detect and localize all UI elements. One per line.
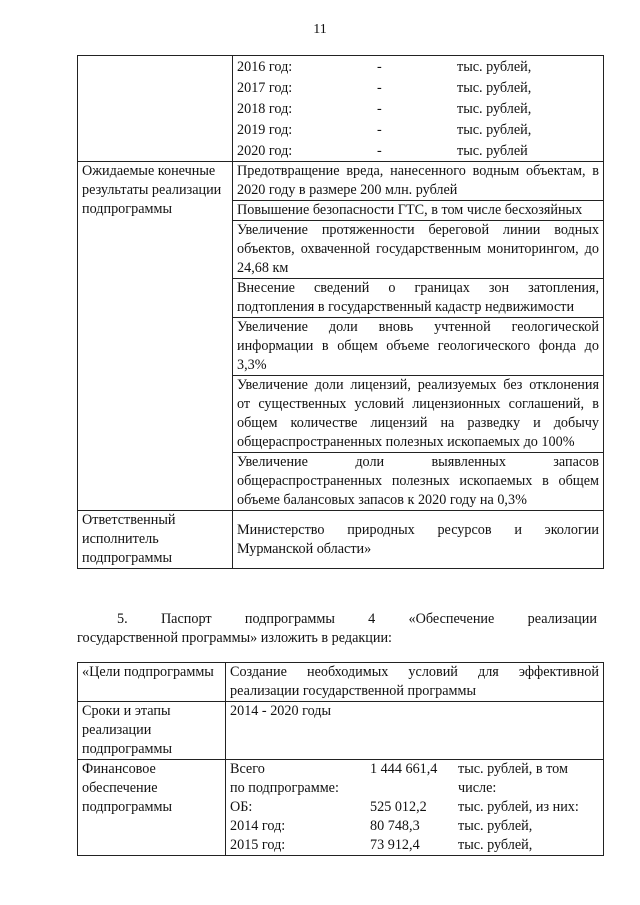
finance-item: 2014 год: bbox=[230, 818, 286, 834]
amount-line bbox=[237, 58, 599, 77]
finance-item: по подпрограмме: bbox=[230, 780, 339, 796]
page-number: 11 bbox=[313, 22, 327, 37]
amount-dash: - bbox=[377, 59, 382, 75]
finance-line bbox=[230, 798, 599, 817]
terms-value: 2014 - 2020 годы bbox=[226, 702, 604, 760]
results-row bbox=[78, 162, 604, 511]
result-item: Увеличение доли вновь учтенной геологической информации в общем объеме геологического фонда до 3,3% bbox=[233, 318, 603, 376]
year: 2017 год: bbox=[237, 80, 293, 96]
finance-amount: 80 748,3 bbox=[370, 818, 420, 834]
results-label: Ожидаемые конечные результаты реализации подпрограммы bbox=[78, 162, 233, 511]
paragraph-line-1 bbox=[77, 610, 597, 629]
paragraph-word: 4 bbox=[368, 611, 376, 627]
result-item: Увеличение доли выявленных запасов общераспространенных полезных ископаемых в общем объеме балансовых запасов к 2020 году на 0,3% bbox=[237, 454, 599, 508]
finance-unit: числе: bbox=[458, 780, 497, 796]
amount-line bbox=[237, 79, 599, 98]
finance-item: Всего bbox=[230, 761, 265, 777]
year: 2018 год: bbox=[237, 101, 293, 117]
goals-label: «Цели подпрограммы bbox=[78, 663, 226, 702]
result-item: Повышение безопасности ГТС, в том числе бесхозяйных bbox=[233, 201, 603, 221]
finance-line bbox=[230, 836, 599, 855]
executor-label: Ответственный исполнитель подпрограммы bbox=[78, 511, 233, 569]
amount-line bbox=[237, 121, 599, 140]
paragraph-word: подпрограммы bbox=[244, 611, 335, 627]
finance-label: Финансовое обеспечение подпрограммы bbox=[78, 760, 226, 856]
amount-line bbox=[237, 100, 599, 119]
finance-unit: тыс. рублей, bbox=[458, 837, 533, 853]
unit: тыс. рублей, bbox=[457, 59, 532, 75]
finance-amount: 1 444 661,4 bbox=[370, 761, 438, 777]
paragraph-line-2: государственной программы» изложить в редакции: bbox=[77, 630, 392, 646]
result-item: Увеличение протяженности береговой линии водных объектов, охваченной государственным мониторингом, до 24,68 км bbox=[233, 221, 603, 279]
amount-line bbox=[237, 142, 599, 161]
finance-line bbox=[230, 817, 599, 836]
finance-cell bbox=[226, 760, 604, 856]
finance-line bbox=[230, 779, 599, 798]
paragraph-word: «Обеспечение bbox=[408, 611, 495, 627]
amount-dash: - bbox=[377, 143, 382, 159]
paragraph-number: 5. bbox=[117, 611, 128, 627]
terms-row bbox=[78, 702, 604, 760]
goals-row bbox=[78, 663, 604, 702]
amendment-paragraph bbox=[77, 610, 597, 648]
finance-row bbox=[78, 760, 604, 856]
results-cell bbox=[233, 162, 604, 511]
result-item: Увеличение доли лицензий, реализуемых без отклонения от существенных условий лицензионных соглашений, в общем количестве лицензий на разведку и добычу общераспространенных полезных ископаемых до 100% bbox=[233, 376, 603, 453]
year: 2016 год: bbox=[237, 59, 293, 75]
terms-label: Сроки и этапы реализации подпрограммы bbox=[78, 702, 226, 760]
subprogram-4-passport-table bbox=[77, 662, 604, 856]
finance-amount: 73 912,4 bbox=[370, 837, 420, 853]
finance-unit: тыс. рублей, в том bbox=[458, 761, 568, 777]
result-item: Внесение сведений о границах зон затопления, подтопления в государственный кадастр недвижимости bbox=[233, 279, 603, 318]
executor-row bbox=[78, 511, 604, 569]
finance-amount: 525 012,2 bbox=[370, 799, 427, 815]
paragraph-word: Паспорт bbox=[160, 611, 212, 627]
amount-dash: - bbox=[377, 80, 382, 96]
unit: тыс. рублей, bbox=[457, 122, 532, 138]
paragraph-word: реализации bbox=[527, 611, 597, 627]
finance-line bbox=[230, 760, 599, 779]
unit: тыс. рублей bbox=[457, 143, 528, 159]
funding-label-cell bbox=[78, 56, 233, 162]
unit: тыс. рублей, bbox=[457, 80, 532, 96]
finance-unit: тыс. рублей, из них: bbox=[458, 799, 579, 815]
result-item: Предотвращение вреда, нанесенного водным объектам, в 2020 году в размере 200 млн. рублей bbox=[233, 162, 603, 201]
year: 2019 год: bbox=[237, 122, 293, 138]
amount-dash: - bbox=[377, 101, 382, 117]
funding-amounts-cell bbox=[233, 56, 604, 162]
finance-amount bbox=[366, 779, 458, 798]
funding-row bbox=[78, 56, 604, 162]
year: 2020 год: bbox=[237, 143, 293, 159]
finance-unit: тыс. рублей, bbox=[458, 818, 533, 834]
amount-dash: - bbox=[377, 122, 382, 138]
finance-item: 2015 год: bbox=[230, 837, 286, 853]
executor-value: Министерство природных ресурсов и экологии Мурманской области» bbox=[233, 511, 604, 569]
subprogram-passport-table-continued bbox=[77, 55, 604, 569]
unit: тыс. рублей, bbox=[457, 101, 532, 117]
goals-value: Создание необходимых условий для эффективной реализации государственной программы bbox=[226, 663, 604, 702]
finance-item: ОБ: bbox=[230, 799, 253, 815]
